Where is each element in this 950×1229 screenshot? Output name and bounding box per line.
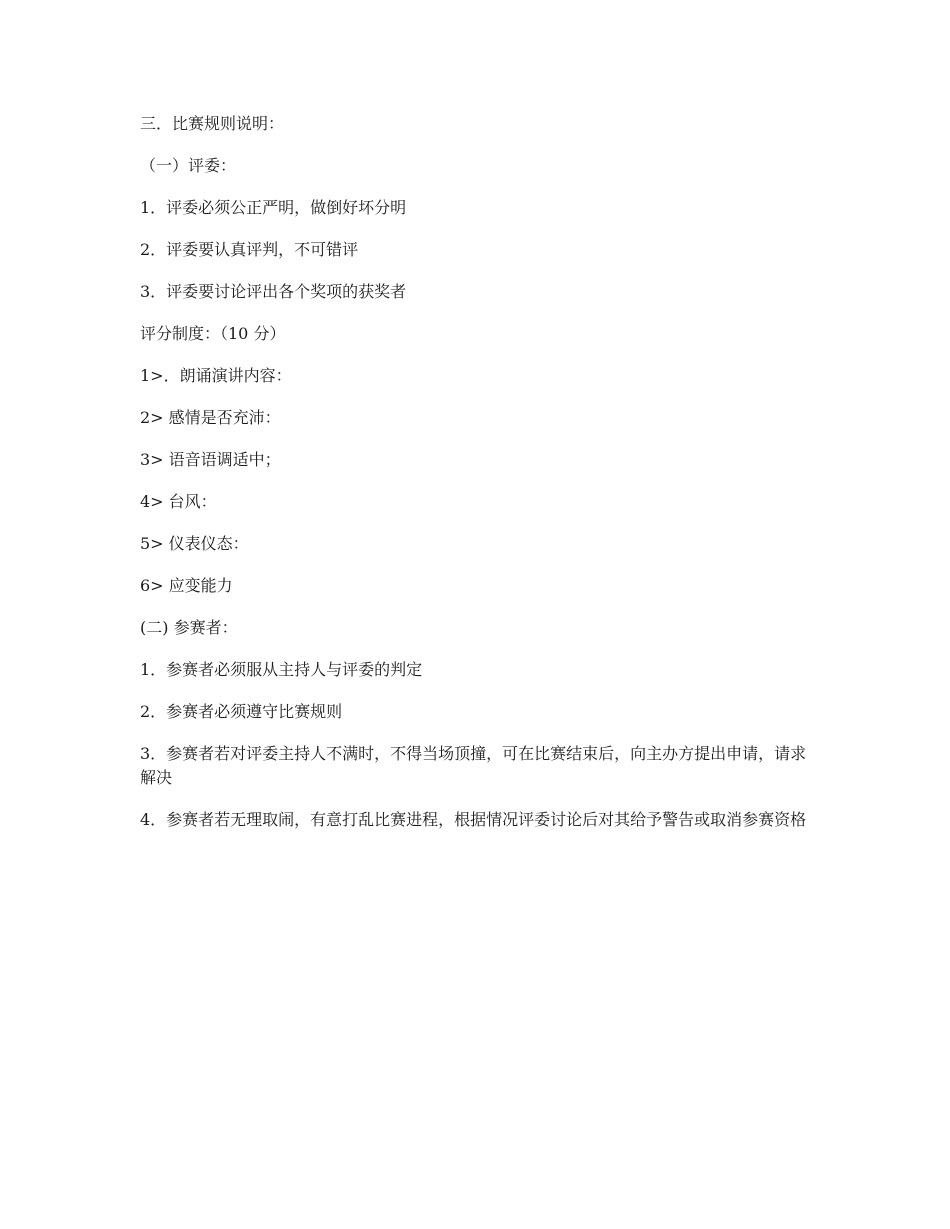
section-title: 三．比赛规则说明： (140, 114, 285, 133)
contestants-rule-4: 4．参赛者若无理取闹，有意打乱比赛进程，根据情况评委讨论后对其给予警告或取消参赛资格 (140, 810, 807, 829)
document-page (140, 112, 810, 850)
judges-rule-1: 1．评委必须公正严明，做倒好坏分明 (140, 198, 407, 217)
scoring-heading: 评分制度：（10 分） (140, 324, 286, 343)
judges-heading: （一）评委： (140, 156, 237, 175)
scoring-item-5: 5> 仪表仪态： (140, 534, 249, 553)
scoring-item-2: 2> 感情是否充沛： (140, 408, 281, 427)
contestants-rule-1: 1．参赛者必须服从主持人与评委的判定 (140, 660, 423, 679)
judges-rule-3: 3．评委要讨论评出各个奖项的获奖者 (140, 282, 407, 301)
contestants-rule-3: 3．参赛者若对评委主持人不满时，不得当场顶撞，可在比赛结束后，向主办方提出申请，请求解决 (140, 744, 807, 787)
scoring-item-4: 4> 台风： (140, 492, 217, 511)
scoring-item-1: 1>．朗诵演讲内容： (140, 366, 292, 385)
contestants-heading: (二) 参赛者： (140, 618, 238, 637)
contestants-rule-2: 2．参赛者必须遵守比赛规则 (140, 702, 343, 721)
judges-rule-2: 2．评委要认真评判，不可错评 (140, 240, 359, 259)
scoring-item-6: 6> 应变能力 (140, 576, 233, 595)
scoring-item-3: 3> 语音语调适中； (140, 450, 281, 469)
